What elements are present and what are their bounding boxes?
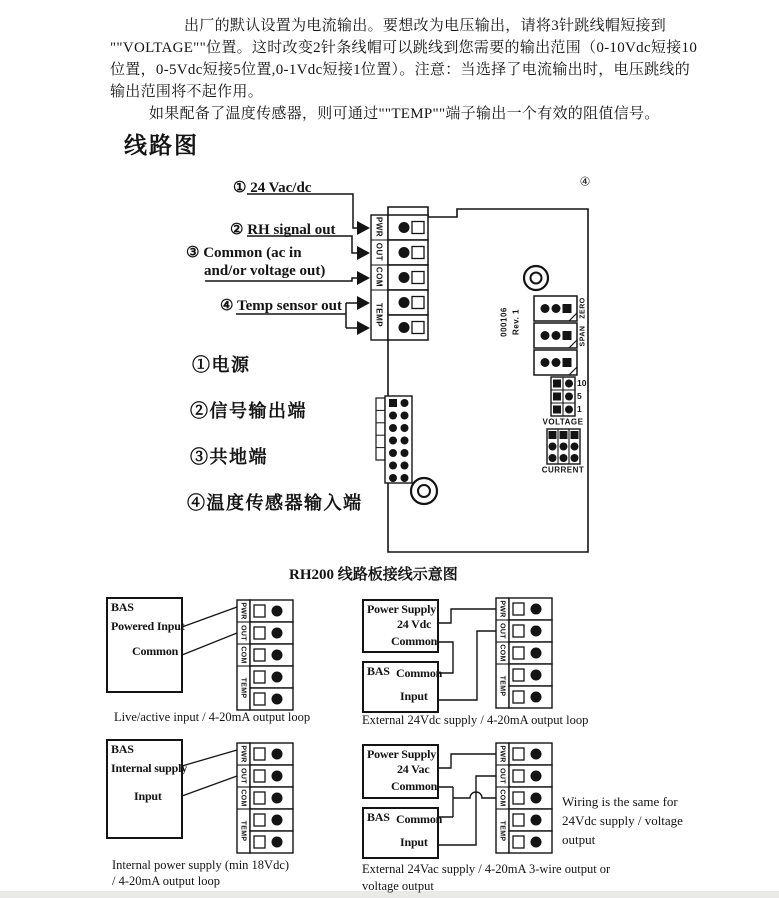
callout-signal-text: RH signal out xyxy=(247,222,336,238)
callout-common-line1 xyxy=(186,243,302,262)
callout-signal-num: ② xyxy=(230,222,244,238)
ex2-bas-title: BAS xyxy=(367,664,390,678)
ex2-bas-common: Common xyxy=(396,666,443,680)
legend-common-cn: ③共地端 xyxy=(190,447,268,467)
zero-jumper-label: ZERO xyxy=(579,297,587,319)
intro-line-3: 位置，0-5Vdc短接5位置,0-1Vdc短接1位置）。注意：当选择了电流输出时，电压跳线的 xyxy=(110,62,691,78)
legend-temp-cn: ④温度传感器输入端 xyxy=(187,493,363,513)
voltage-block-label: VOLTAGE xyxy=(542,417,584,427)
legend-signal-cn: ②信号输出端 xyxy=(190,401,307,421)
callout-common-text1: Common (ac in xyxy=(203,245,302,261)
ex2-terminal-out: OUT xyxy=(498,623,506,639)
callout-power xyxy=(233,178,311,197)
ex4-terminal-com: COM xyxy=(498,789,506,807)
callout-temp-text: Temp sensor out xyxy=(236,298,342,314)
ex4-note-line2: 24Vdc supply / voltage xyxy=(562,813,683,828)
callout-temp xyxy=(220,296,342,315)
terminal-label-out: OUT xyxy=(374,242,384,262)
current-block-label: CURRENT xyxy=(541,465,585,475)
ex3-terminal-temp: TEMP xyxy=(239,820,247,842)
ex4-caption-line2: voltage output xyxy=(362,879,434,893)
ex4-bas-input: Input xyxy=(400,835,428,849)
ex2-ps-value: 24 Vdc xyxy=(397,617,432,631)
ex4-terminal-pwr: PWR xyxy=(498,745,506,763)
ex4-terminal-temp: TEMP xyxy=(498,820,506,842)
corner-mark: ④ xyxy=(579,174,591,189)
ex2-terminal-com: COM xyxy=(498,644,506,662)
ex3-internal-supply-label: Internal supply xyxy=(111,761,188,775)
ex2-ps-common: Common xyxy=(391,634,438,648)
ex2-caption: External 24Vdc supply / 4-20mA output loop xyxy=(362,713,589,727)
ex2-ps-title: Power Supply xyxy=(367,602,437,616)
ex1-terminal-pwr: PWR xyxy=(239,602,247,620)
ex1-bas-title: BAS xyxy=(111,600,134,614)
voltage-1-label: 1 xyxy=(577,404,582,414)
ex1-powered-input-label: Powered Input xyxy=(111,619,185,633)
ex3-terminal-pwr: PWR xyxy=(239,745,247,763)
ex4-note-line3: output xyxy=(562,832,596,847)
intro-line-5: 如果配备了温度传感器，则可通过""TEMP""端子输出一个有效的阻值信号。 xyxy=(149,106,660,122)
ex4-ps-common: Common xyxy=(391,779,438,793)
ex3-terminal-out: OUT xyxy=(239,768,247,784)
ex3-bas-title: BAS xyxy=(111,742,134,756)
ex1-terminal-temp: TEMP xyxy=(239,677,247,699)
voltage-5-label: 5 xyxy=(577,391,582,401)
intro-line-4: 输出范围将不起作用。 xyxy=(110,84,264,100)
ex4-terminal-out: OUT xyxy=(498,768,506,784)
ex4-note-line1: Wiring is the same for xyxy=(562,794,678,809)
ex3-caption-line2: / 4-20mA output loop xyxy=(112,874,220,888)
board-caption: RH200 线路板接线示意图 xyxy=(289,567,458,583)
board-rev-label: Rev. 1 xyxy=(511,309,521,335)
terminal-label-temp: TEMP xyxy=(374,302,384,328)
span-jumper-label: SPAN xyxy=(579,325,587,347)
callout-power-num: ① xyxy=(233,180,247,196)
ex4-ps-value: 24 Vac xyxy=(397,762,430,776)
ex1-caption: Live/active input / 4-20mA output loop xyxy=(114,710,311,724)
callout-signal xyxy=(230,220,336,239)
ex4-bas-common: Common xyxy=(396,812,443,826)
board-code-label: 000106 xyxy=(499,307,509,337)
legend-power-cn: ①电源 xyxy=(192,355,251,375)
ex1-terminal-out: OUT xyxy=(239,625,247,641)
callout-common-line2: and/or voltage out) xyxy=(204,263,326,279)
terminal-label-com: COM xyxy=(374,266,384,288)
intro-line-1: 出厂的默认设置为电流输出。要想改为电压输出，请将3针跳线帽短接到 xyxy=(184,18,667,34)
callout-power-text: 24 Vac/dc xyxy=(250,180,312,196)
ex2-terminal-pwr: PWR xyxy=(498,600,506,618)
callout-temp-num: ④ xyxy=(220,298,234,314)
ex4-bas-title: BAS xyxy=(367,810,390,824)
callout-common-num: ③ xyxy=(186,245,200,261)
ex4-ps-title: Power Supply xyxy=(367,747,437,761)
ex3-terminal-com: COM xyxy=(239,789,247,807)
ex1-terminal-com: COM xyxy=(239,646,247,664)
ex4-caption-line1: External 24Vac supply / 4-20mA 3-wire output or xyxy=(362,862,611,876)
ex2-terminal-temp: TEMP xyxy=(498,675,506,697)
terminal-label-pwr: PWR xyxy=(374,216,384,238)
intro-line-2: ""VOLTAGE""位置。这时改变2针条线帽可以跳线到您需要的输出范围（0-10Vdc短接10 xyxy=(110,40,698,56)
ex3-input-label: Input xyxy=(134,789,162,803)
ex1-common-label: Common xyxy=(132,644,179,658)
ex2-bas-input: Input xyxy=(400,689,428,703)
ex3-caption-line1: Internal power supply (min 18Vdc) xyxy=(112,858,290,872)
voltage-10-label: 10 xyxy=(577,378,587,388)
section-title: 线路图 xyxy=(124,133,199,158)
